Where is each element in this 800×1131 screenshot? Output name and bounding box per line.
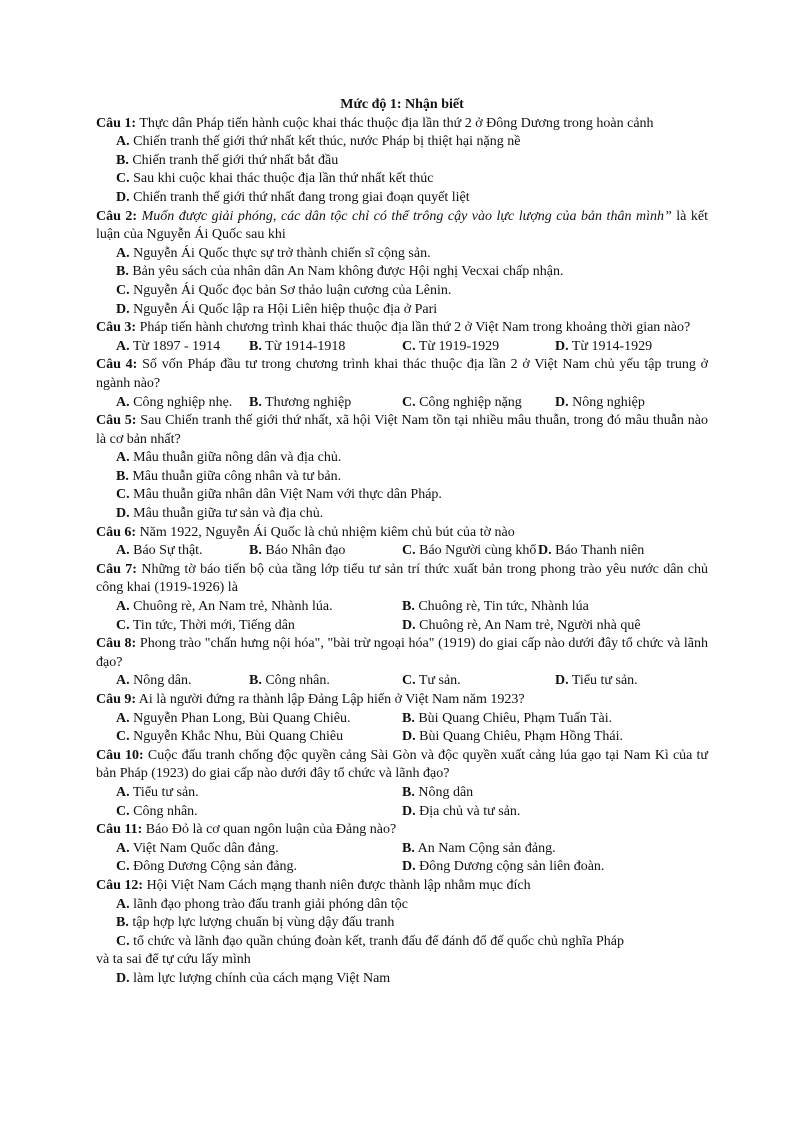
question-label: Câu 2: [96,208,138,224]
option-a: A. Chiến tranh thế giới thứ nhất kết thúc, nước Pháp bị thiệt hại nặng nề [116,134,521,150]
option-a: A. lãnh đạo phong trào đấu tranh giải phóng dân tộc [116,896,408,912]
option-c: C. Công nhân. [116,803,198,819]
question-text: Hội Việt Nam Cách mạng thanh niên được thành lập nhằm mục đích [146,877,531,893]
option-b: B. Bản yêu sách của nhân dân An Nam không được Hội nghị Vecxai chấp nhận. [116,264,564,280]
option-b: B. Báo Nhân đạo [249,543,346,559]
question-label: Câu 9: [96,692,137,707]
option-d: D. làm lực lượng chính của cách mạng Việt Nam [116,970,391,986]
question-11 [96,821,708,840]
option-a: A. Nguyễn Phan Long, Bùi Quang Chiêu. [116,710,351,726]
options-row [96,598,708,617]
question-text: là kết luận của Nguyễn Ái Quốc sau khi [96,208,708,243]
option-d: D. Địa chủ và tư sản. [402,803,521,819]
question-label: Câu 6: [96,524,137,540]
option-c: C. Nguyễn Khắc Nhu, Bùi Quang Chiêu [116,729,344,745]
question-label: Câu 4: [96,357,138,373]
option-c: C. Công nghiệp nặng [402,394,522,410]
option-c: C. Đông Dương Cộng sản đảng. [116,859,298,875]
question-text: Thực dân Pháp tiến hành cuộc khai thác thuộc địa lần thứ 2 ở Đông Dương trong hoàn cảnh [139,115,654,131]
question-text: Báo Đỏ là cơ quan ngôn luận của Đảng nào? [145,822,397,838]
option-a: A. Tiểu tư sản. [116,784,199,800]
option-d: D. Tiểu tư sản. [555,673,638,689]
question-text: Phong trào "chấn hưng nội hóa", "bài trừ ngoại hóa" (1919) do giai cấp nào dưới đây tổ chức và lãnh đạo? [96,636,709,670]
options-row [96,617,708,636]
question-text: Sau Chiến tranh thế giới thứ nhất, xã hội Việt Nam tồn tại nhiều mâu thuẫn, trong đó mâu thuẫn nào là cơ bản nhất? [96,413,708,447]
question-8 [96,635,708,672]
question-7 [96,561,708,598]
question-4 [96,356,708,393]
option-b: B. Chuông rè, Tin tức, Nhành lúa [402,599,589,615]
question-text: Pháp tiến hành chương trình khai thác thuộc địa lần thứ 2 ở Việt Nam trong khoảng thời gian nào? [139,320,691,336]
question-label: Câu 5: [96,413,137,429]
options-row [96,840,708,859]
option-a: A. Mâu thuẫn giữa nông dân và địa chủ. [116,450,342,466]
options-row [96,784,708,803]
option-d: D. Chiến tranh thế giới thứ nhất đang trong giai đoạn quyết liệt [116,189,470,205]
question-text: Những tờ báo tiến bộ của tầng lớp tiểu tư sản trí thức xuất bản trong phong trào yêu nước dân chủ công khai (1919-1926) là [96,561,709,596]
option-a: A. Chuông rè, An Nam trẻ, Nhành lúa. [116,599,333,615]
options-row [96,394,708,413]
question-quote: Muốn được giải phóng, các dân tộc chỉ có thể trông cậy vào lực lượng của bản thân mình” [141,208,672,224]
options-row [96,542,708,561]
option-d: D. Nông nghiệp [555,394,645,410]
option-d: D. Mâu thuẫn giữa tư sản và địa chủ. [116,506,324,522]
option-a: A. Báo Sự thật. [116,543,203,559]
question-12 [96,877,708,896]
option-d: D. Chuông rè, An Nam trẻ, Người nhà quê [402,617,641,633]
option-a: A. Nguyễn Ái Quốc thực sự trở thành chiến sĩ cộng sản. [116,245,431,261]
options-row [96,672,708,691]
option-c: C. Tư sản. [402,673,461,689]
options-row [96,858,708,877]
option-a: A. Nông dân. [116,673,192,689]
question-text: Cuộc đấu tranh chống độc quyền cảng Sài Gòn và độc quyền xuất cảng lúa gạo tại Nam Kì của tư bản Pháp (1923) do giai cấp nào dưới đây tổ chức và lãnh đạo? [96,747,709,782]
question-label: Câu 7: [96,561,137,577]
option-d: D. Báo Thanh niên [538,543,645,559]
option-b: B. Bùi Quang Chiêu, Phạm Tuấn Tài. [402,710,613,726]
question-6 [96,524,708,543]
question-label: Câu 11: [96,822,143,838]
question-2 [96,208,708,245]
option-b: B. Mâu thuẫn giữa công nhân và tư bản. [116,468,342,484]
options-row [96,710,708,729]
option-b: B. Từ 1914-1918 [249,338,346,354]
question-1 [96,115,708,134]
question-3 [96,319,708,338]
question-text: Ai là người đứng ra thành lập Đảng Lập hiến ở Việt Nam năm 1923? [138,692,525,707]
option-b: B. Thương nghiệp [249,394,352,410]
option-b: B. Công nhân. [249,673,330,689]
option-c-continuation: và ta sai để tự cứu lấy mình [96,952,251,968]
option-c: C. Tin tức, Thời mới, Tiếng dân [116,617,295,633]
question-label: Câu 10: [96,747,144,763]
options-row [96,803,708,822]
options-row [96,728,708,747]
question-9 [96,691,708,710]
option-d: D. Nguyễn Ái Quốc lập ra Hội Liên hiệp thuộc địa ở Pari [116,301,438,317]
page-title: Mức độ 1: Nhận biết [340,97,464,112]
option-b: B. An Nam Cộng sản đảng. [402,840,556,856]
option-b: B. Nông dân [402,784,474,800]
options-row [96,338,708,357]
option-c: C. Từ 1919-1929 [402,338,500,354]
question-5 [96,412,708,449]
question-label: Câu 12: [96,877,144,893]
question-label: Câu 8: [96,636,137,652]
option-a: A. Việt Nam Quốc dân đảng. [116,840,279,856]
question-text: Năm 1922, Nguyễn Ái Quốc là chủ nhiệm kiêm chủ bút của tờ nào [139,524,515,540]
option-d: D. Đông Dương cộng sản liên đoàn. [402,859,605,875]
question-10 [96,747,708,784]
question-text: Số vốn Pháp đầu tư trong chương trình khai thác thuộc địa lần 2 ở Việt Nam chủ yếu tập trung ở ngành nào? [96,357,708,391]
option-a: A. Từ 1897 - 1914 [116,338,221,354]
option-d: D. Từ 1914-1929 [555,338,653,354]
option-c: C. Báo Người cùng khổ [402,543,537,559]
option-d: D. Bùi Quang Chiêu, Phạm Hồng Thái. [402,729,624,745]
option-b: B. Chiến tranh thế giới thứ nhất bắt đầu [116,152,339,168]
exam-page [96,96,708,989]
option-c: C. Nguyễn Ái Quốc đọc bản Sơ thảo luận cương của Lênin. [116,282,452,298]
option-c: C. Mâu thuẫn giữa nhân dân Việt Nam với thực dân Pháp. [116,487,442,503]
option-c: C. Sau khi cuộc khai thác thuộc địa lần thứ nhất kết thúc [116,171,434,187]
option-a: A. Công nghiệp nhẹ. [116,394,233,410]
option-c: C. tổ chức và lãnh đạo quần chúng đoàn kết, tranh đấu để đánh đổ đế quốc chủ nghĩa Pháp [116,933,624,949]
question-label: Câu 3: [96,320,137,336]
option-b: B. tập hợp lực lượng chuẩn bị vùng dậy đấu tranh [116,915,395,931]
question-label: Câu 1: [96,115,137,131]
